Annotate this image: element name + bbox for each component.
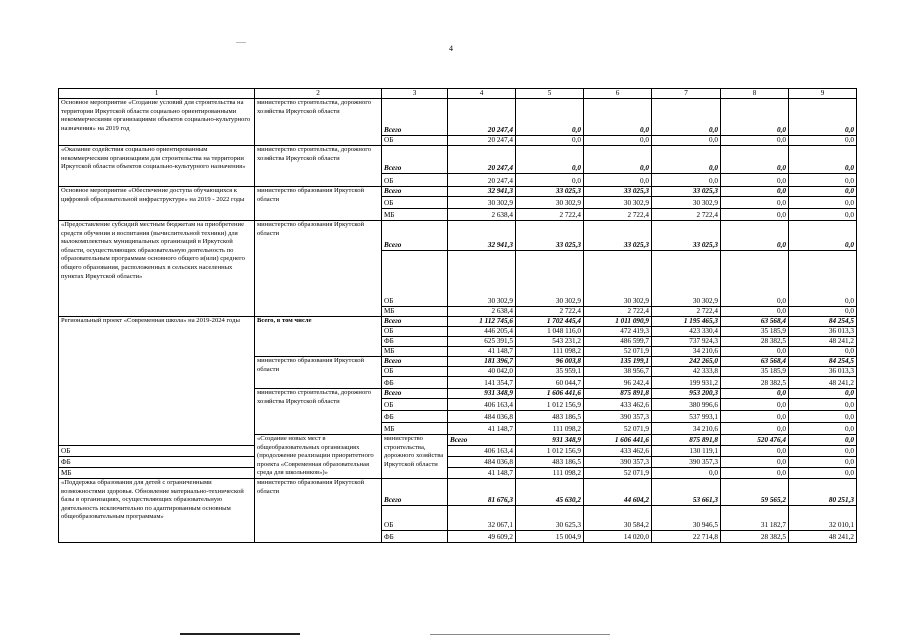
amount-cell: 0,0: [652, 174, 721, 187]
amount-cell: 0,0: [652, 467, 721, 478]
amount-cell: 48 241,2: [789, 530, 857, 542]
funding-source-cell: Всего: [382, 187, 448, 197]
amount-cell: 931 348,9: [448, 389, 516, 399]
funding-source-cell: МБ: [382, 307, 448, 317]
amount-cell: 20 247,4: [448, 146, 516, 174]
amount-cell: 1 195 465,3: [652, 317, 721, 327]
amount-cell: 2 722,4: [652, 307, 721, 317]
amount-cell: 0,0: [721, 467, 789, 478]
amount-cell: 28 382,5: [721, 530, 789, 542]
executor-cell: министерство образования Иркутской области: [255, 478, 382, 542]
amount-cell: 32 941,3: [448, 221, 516, 251]
amount-cell: 96 242,4: [584, 377, 652, 389]
amount-cell: 537 993,1: [652, 411, 721, 423]
amount-cell: 0,0: [789, 411, 857, 423]
header-cell: 2: [255, 89, 382, 99]
amount-cell: 380 996,6: [652, 399, 721, 411]
amount-cell: 472 419,3: [584, 327, 652, 337]
header-cell: 3: [382, 89, 448, 99]
table-row: [59, 445, 857, 456]
amount-cell: 32 067,1: [448, 505, 516, 530]
header-cell: 4: [448, 89, 516, 99]
amount-cell: 0,0: [652, 99, 721, 136]
amount-cell: 52 071,9: [584, 423, 652, 435]
amount-cell: 44 604,2: [584, 478, 652, 505]
amount-cell: 483 186,5: [516, 456, 584, 467]
activity-name-cell: «Оказание содействия социально ориентированным некоммерческим организациям для строительства на территории Иркутской области объектов социально-культурного назначения»: [59, 146, 255, 187]
amount-cell: 0,0: [721, 307, 789, 317]
amount-cell: 30 302,9: [584, 251, 652, 307]
amount-cell: 0,0: [721, 445, 789, 456]
amount-cell: 0,0: [721, 347, 789, 357]
amount-cell: 14 020,0: [584, 530, 652, 542]
header-row: [59, 89, 857, 99]
amount-cell: 0,0: [516, 99, 584, 136]
amount-cell: 30 946,5: [652, 505, 721, 530]
amount-cell: 34 210,6: [652, 423, 721, 435]
amount-cell: 20 247,4: [448, 174, 516, 187]
funding-source-cell: ОБ: [382, 197, 448, 209]
amount-cell: 96 003,8: [516, 357, 584, 367]
amount-cell: 30 302,9: [652, 251, 721, 307]
funding-source-cell: ОБ: [382, 505, 448, 530]
amount-cell: 33 025,3: [584, 221, 652, 251]
amount-cell: 953 200,3: [652, 389, 721, 399]
activity-name-cell: Основное мероприятие «Создание условий для строительства на территории Иркутской области социально ориентированными некоммерческими организациями объектов социально-культурного назначения» на 2019 год: [59, 99, 255, 146]
amount-cell: 406 163,4: [448, 445, 516, 456]
amount-cell: 737 924,3: [652, 337, 721, 347]
funding-source-cell: ФБ: [382, 530, 448, 542]
funding-source-cell: МБ: [382, 423, 448, 435]
scan-mark: [236, 42, 246, 43]
amount-cell: 36 013,3: [789, 327, 857, 337]
amount-cell: 520 476,4: [721, 435, 789, 446]
amount-cell: 625 391,5: [448, 337, 516, 347]
amount-cell: 486 599,7: [584, 337, 652, 347]
amount-cell: 1 048 116,0: [516, 327, 584, 337]
amount-cell: 423 330,4: [652, 327, 721, 337]
amount-cell: 84 254,5: [789, 317, 857, 327]
amount-cell: 48 241,2: [789, 377, 857, 389]
funding-source-cell: ФБ: [382, 377, 448, 389]
table-row: [59, 146, 857, 174]
amount-cell: 1 012 156,9: [516, 445, 584, 456]
executor-cell: министерство строительства, дорожного хозяйства Иркутской области: [382, 435, 448, 479]
header-cell: 5: [516, 89, 584, 99]
amount-cell: 60 044,7: [516, 377, 584, 389]
amount-cell: 48 241,2: [789, 337, 857, 347]
amount-cell: 0,0: [584, 174, 652, 187]
funding-source-cell: МБ: [59, 467, 255, 478]
amount-cell: 31 182,7: [721, 505, 789, 530]
amount-cell: 33 025,3: [652, 187, 721, 197]
header-cell: 8: [721, 89, 789, 99]
amount-cell: 0,0: [721, 197, 789, 209]
amount-cell: 30 302,9: [448, 197, 516, 209]
amount-cell: 49 609,2: [448, 530, 516, 542]
budget-table: [58, 88, 857, 543]
amount-cell: 390 357,3: [584, 456, 652, 467]
amount-cell: 0,0: [721, 136, 789, 146]
amount-cell: 2 722,4: [584, 209, 652, 221]
amount-cell: 2 722,4: [516, 307, 584, 317]
scan-edge-mark: [180, 633, 300, 635]
amount-cell: 130 119,1: [652, 445, 721, 456]
funding-source-cell: Всего: [382, 389, 448, 399]
table-row: [59, 478, 857, 505]
header-cell: 1: [59, 89, 255, 99]
amount-cell: 45 630,2: [516, 478, 584, 505]
funding-source-cell: ОБ: [382, 399, 448, 411]
amount-cell: 931 348,9: [516, 435, 584, 446]
amount-cell: 28 382,5: [721, 377, 789, 389]
amount-cell: 28 382,5: [721, 337, 789, 347]
amount-cell: 52 071,9: [584, 347, 652, 357]
table-row: [59, 456, 857, 467]
amount-cell: 0,0: [789, 187, 857, 197]
amount-cell: 22 714,8: [652, 530, 721, 542]
funding-source-cell: ОБ: [382, 251, 448, 307]
amount-cell: 181 396,7: [448, 357, 516, 367]
executor-cell: министерство строительства, дорожного хозяйства Иркутской области: [255, 146, 382, 187]
amount-cell: 30 302,9: [516, 197, 584, 209]
amount-cell: 32 941,3: [448, 187, 516, 197]
amount-cell: 30 302,9: [448, 251, 516, 307]
amount-cell: 0,0: [721, 209, 789, 221]
amount-cell: 111 098,2: [516, 467, 584, 478]
table-row: [59, 221, 857, 251]
amount-cell: 20 247,4: [448, 99, 516, 136]
amount-cell: 30 302,9: [584, 197, 652, 209]
amount-cell: 0,0: [721, 389, 789, 399]
amount-cell: 0,0: [789, 435, 857, 446]
table-row: [59, 467, 857, 478]
amount-cell: 1 606 441,6: [516, 389, 584, 399]
executor-cell: Всего, в том числе: [255, 317, 382, 357]
amount-cell: 0,0: [721, 251, 789, 307]
amount-cell: 81 676,3: [448, 478, 516, 505]
amount-cell: 35 959,1: [516, 367, 584, 377]
executor-cell: министерство образования Иркутской области: [255, 357, 382, 389]
amount-cell: 0,0: [721, 221, 789, 251]
executor-cell: министерство образования Иркутской области: [255, 221, 382, 317]
amount-cell: 2 638,4: [448, 307, 516, 317]
amount-cell: 2 722,4: [516, 209, 584, 221]
amount-cell: 53 661,3: [652, 478, 721, 505]
amount-cell: 33 025,3: [584, 187, 652, 197]
scan-edge-mark: [430, 634, 610, 635]
amount-cell: 433 462,6: [584, 399, 652, 411]
amount-cell: 483 186,5: [516, 411, 584, 423]
amount-cell: 875 891,8: [652, 435, 721, 446]
funding-source-cell: ОБ: [382, 327, 448, 337]
funding-source-cell: Всего: [382, 221, 448, 251]
amount-cell: 0,0: [721, 399, 789, 411]
header-cell: 9: [789, 89, 857, 99]
amount-cell: 0,0: [789, 389, 857, 399]
amount-cell: 0,0: [789, 251, 857, 307]
activity-name-cell: «Предоставление субсидий местным бюджетам на приобретение средств обучения и воспитания (вычислительной техники) для малокомплектных муниципальных организаций в Иркутской области, осуществляющих образовательную деятельность по образовательным программам основного общего и(или) среднего общего образования, расположенных в сельских населенных пунктах Иркутской области»: [59, 221, 255, 317]
amount-cell: 41 148,7: [448, 467, 516, 478]
amount-cell: 59 565,2: [721, 478, 789, 505]
table-row: [59, 99, 857, 136]
amount-cell: 0,0: [584, 99, 652, 136]
executor-cell: министерство строительства, дорожного хозяйства Иркутской области: [255, 389, 382, 435]
amount-cell: 242 265,0: [652, 357, 721, 367]
amount-cell: 135 199,1: [584, 357, 652, 367]
funding-source-cell: МБ: [382, 209, 448, 221]
amount-cell: 80 251,3: [789, 478, 857, 505]
funding-source-cell: МБ: [382, 347, 448, 357]
funding-source-cell: Всего: [382, 357, 448, 367]
amount-cell: 141 354,7: [448, 377, 516, 389]
amount-cell: 390 357,3: [652, 456, 721, 467]
amount-cell: 0,0: [789, 209, 857, 221]
amount-cell: 1 606 441,6: [584, 435, 652, 446]
amount-cell: 30 302,9: [652, 197, 721, 209]
amount-cell: 36 013,3: [789, 367, 857, 377]
amount-cell: 30 625,3: [516, 505, 584, 530]
amount-cell: 2 638,4: [448, 209, 516, 221]
amount-cell: 42 333,8: [652, 367, 721, 377]
table-body: [59, 89, 857, 543]
table-row: [59, 317, 857, 327]
amount-cell: 63 568,4: [721, 317, 789, 327]
amount-cell: 0,0: [789, 146, 857, 174]
amount-cell: 0,0: [516, 136, 584, 146]
amount-cell: 2 722,4: [652, 209, 721, 221]
activity-name-cell: Региональный проект «Современная школа» на 2019-2024 годы: [59, 317, 255, 446]
amount-cell: 0,0: [789, 197, 857, 209]
amount-cell: 1 702 445,4: [516, 317, 584, 327]
amount-cell: 0,0: [789, 423, 857, 435]
amount-cell: 0,0: [516, 174, 584, 187]
amount-cell: 0,0: [584, 136, 652, 146]
amount-cell: 390 357,3: [584, 411, 652, 423]
amount-cell: 35 185,9: [721, 327, 789, 337]
amount-cell: 484 036,8: [448, 456, 516, 467]
funding-source-cell: Всего: [382, 146, 448, 174]
amount-cell: 35 185,9: [721, 367, 789, 377]
amount-cell: 34 210,6: [652, 347, 721, 357]
table-row: [59, 187, 857, 197]
funding-source-cell: Всего: [382, 99, 448, 136]
amount-cell: 41 148,7: [448, 423, 516, 435]
amount-cell: 875 891,8: [584, 389, 652, 399]
activity-name-cell: Основное мероприятие «Обеспечение доступа обучающихся к цифровой образовательной инфраструктуре» на 2019 - 2022 годы: [59, 187, 255, 221]
amount-cell: 0,0: [789, 347, 857, 357]
header-cell: 6: [584, 89, 652, 99]
activity-name-cell: «Поддержка образования для детей с ограниченными возможностями здоровья. Обновление материально-технической базы в организациях, осуществляющих образовательную деятельность исключительно по адаптированным основным общеобразовательным программам»: [59, 478, 255, 542]
amount-cell: 0,0: [721, 411, 789, 423]
amount-cell: 0,0: [789, 99, 857, 136]
amount-cell: 111 098,2: [516, 347, 584, 357]
funding-source-cell: ФБ: [382, 337, 448, 347]
amount-cell: 33 025,3: [516, 187, 584, 197]
amount-cell: 433 462,6: [584, 445, 652, 456]
amount-cell: 0,0: [721, 187, 789, 197]
amount-cell: 52 071,9: [584, 467, 652, 478]
page-number: 4: [449, 44, 453, 53]
amount-cell: 63 568,4: [721, 357, 789, 367]
amount-cell: 543 231,2: [516, 337, 584, 347]
amount-cell: 1 012 156,9: [516, 399, 584, 411]
amount-cell: 1 112 745,6: [448, 317, 516, 327]
amount-cell: 20 247,4: [448, 136, 516, 146]
amount-cell: 0,0: [789, 136, 857, 146]
amount-cell: 446 205,4: [448, 327, 516, 337]
amount-cell: 111 098,2: [516, 423, 584, 435]
amount-cell: 0,0: [789, 174, 857, 187]
amount-cell: 0,0: [789, 399, 857, 411]
amount-cell: 84 254,5: [789, 357, 857, 367]
amount-cell: 0,0: [789, 445, 857, 456]
amount-cell: 0,0: [721, 174, 789, 187]
amount-cell: 0,0: [789, 456, 857, 467]
amount-cell: 0,0: [789, 221, 857, 251]
funding-source-cell: ОБ: [382, 367, 448, 377]
header-cell: 7: [652, 89, 721, 99]
amount-cell: 406 163,4: [448, 399, 516, 411]
amount-cell: 32 010,1: [789, 505, 857, 530]
amount-cell: 0,0: [652, 136, 721, 146]
funding-source-cell: Всего: [382, 317, 448, 327]
amount-cell: 40 042,0: [448, 367, 516, 377]
amount-cell: 30 302,9: [516, 251, 584, 307]
executor-cell: министерство образования Иркутской области: [255, 187, 382, 221]
amount-cell: 0,0: [789, 307, 857, 317]
amount-cell: 0,0: [721, 146, 789, 174]
amount-cell: 0,0: [789, 467, 857, 478]
amount-cell: 0,0: [721, 99, 789, 136]
funding-source-cell: Всего: [382, 478, 448, 505]
funding-source-cell: ФБ: [382, 411, 448, 423]
amount-cell: 33 025,3: [652, 221, 721, 251]
activity-name-cell: «Создание новых мест в общеобразовательных организациях (продолжение реализации приоритетного проекта «Современная образовательная среда для школьников»)»: [255, 435, 382, 479]
amount-cell: 30 584,2: [584, 505, 652, 530]
funding-source-cell: ОБ: [382, 174, 448, 187]
funding-source-cell: ФБ: [59, 456, 255, 467]
amount-cell: 0,0: [721, 423, 789, 435]
amount-cell: 2 722,4: [584, 307, 652, 317]
amount-cell: 33 025,3: [516, 221, 584, 251]
amount-cell: 0,0: [652, 146, 721, 174]
amount-cell: 0,0: [721, 456, 789, 467]
amount-cell: 0,0: [584, 146, 652, 174]
amount-cell: 41 148,7: [448, 347, 516, 357]
funding-source-cell: Всего: [448, 435, 516, 446]
executor-cell: министерство строительства, дорожного хозяйства Иркутской области: [255, 99, 382, 146]
funding-source-cell: ОБ: [382, 136, 448, 146]
amount-cell: 15 004,9: [516, 530, 584, 542]
amount-cell: 199 931,2: [652, 377, 721, 389]
amount-cell: 0,0: [516, 146, 584, 174]
amount-cell: 38 956,7: [584, 367, 652, 377]
amount-cell: 1 011 090,9: [584, 317, 652, 327]
amount-cell: 484 036,8: [448, 411, 516, 423]
funding-source-cell: ОБ: [59, 445, 255, 456]
